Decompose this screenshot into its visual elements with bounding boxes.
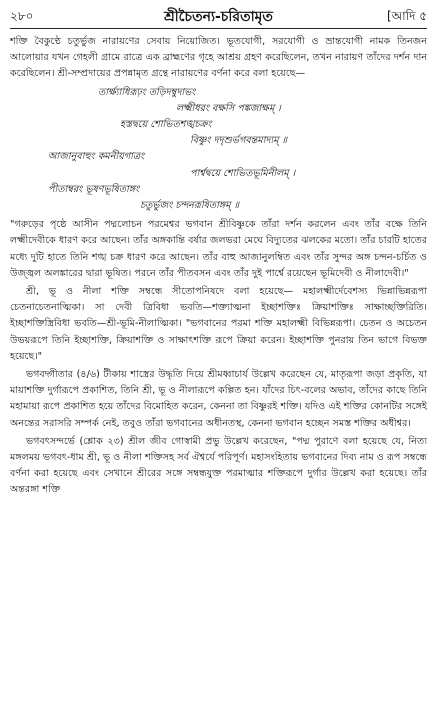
sanskrit-verse <box>10 85 427 215</box>
paragraph: ভগবদ্গীতার (৪/৬) টীকায় শাস্ত্রের উদ্ধৃতি দিয়ে শ্রীমধ্বাচার্য উল্লেখ করেছেন যে, মাতৃরূপা জড়া প্রকৃতি, যা মায়াশক্তি দুর্গারূপে প্রকাশিত, তিনি শ্রী, ভূ ও নীলারূপে কল্পিত হন। যাঁদের চিৎ-বলের অভাব, তাঁদের কাছে তিনি মহামায়া রূপে প্রকাশিত হয়ে তাঁদের বিমোহিত করেন, কেননা তা বিষ্ণুরই শক্তি। যদিও এই শক্তির কোনটির সঙ্গেই অনন্তের সরাসরি সম্পর্ক নেই, তবুও তাঁরা ভগবানের অধীনতস্থ, কেননা ভগবান হচ্ছেন সমস্ত শক্তির অধীশ্বর। <box>10 369 427 429</box>
verse-line: বিষ্ণুং দদৃশুর্ভগবন্তমাদ্যম্‌ ॥ <box>190 135 288 147</box>
verse-line: তার্ক্ষ্যাধিরূঢ়ং তড়িদম্বুদাভং <box>98 86 196 98</box>
paragraph: ভগবৎসন্দর্ভে (শ্লোক ২৩) শ্রীল জীব গোস্বামী প্রভু উল্লেখ করেছেন, "পদ্ম পুরাণে বলা হয়েছে যে, নিত্য মঙ্গলময় ভগবৎ-ধাম শ্রী, ভূ ও নীলা শক্তিসহ সর্ব ঐশ্বর্যে পরিপূর্ণ। মহাসংহিতায় ভগবানের দিব্য নাম ও রূপ সম্বন্ধে বর্ণনা করা হয়েছে এবং সেখানে শ্রীরের সঙ্গে সম্বন্ধযুক্ত পরমাত্মার শক্তিরূপে দুর্গার উল্লেখ করা হয়েছে। তাঁর অন্তরঙ্গা শক্তি <box>10 435 427 496</box>
page-body <box>10 34 427 501</box>
verse-line: পীতাম্বরং ভূষণভূষিতাঙ্গং <box>48 183 140 195</box>
section-label: [আদি ৫ <box>386 9 427 23</box>
verse-line: লক্ষ্মীধরং বক্ষসি পঙ্কজাক্ষম্‌ । <box>176 102 281 114</box>
paragraph: শ্রী, ভূ ও নীলা শক্তি সম্বন্ধে সীতোপনিষদে বলা হয়েছে— মহালক্ষ্মীর্দেবেশস্য ভিন্নাভিন্নরূপা চেতনাচেতনাত্মিকা। সা দেবী ত্রিবিধা ভবতি—শক্ত্যাত্মনা ইচ্ছাশক্তিঃ ক্রিয়াশক্তিঃ সাক্ষাচ্ছক্তিরিতি। ইচ্ছাশক্তিস্ত্রিবিধা ভবতি—শ্রী-ভূমি-নীলাত্মিকা। "ভগবানের পরমা শক্তি মহালক্ষ্মী বিভিন্নরূপা। চেতন ও অচেতন উভয়রূপে তিনি ইচ্ছাশক্তি, ক্রিয়াশক্তি ও সাক্ষাৎশক্তি রূপে ক্রিয়া করেন। ইচ্ছাশক্তি পুনরায় তিন ভাগে বিভক্ত হয়েছে।" <box>10 286 427 362</box>
page-header <box>10 5 427 27</box>
verse-line: হস্তদ্বয়ে শোভিতশঙ্খচক্রং <box>120 119 212 131</box>
verse-line: আজানুবাহুং কমনীয়গাত্রং <box>48 151 145 163</box>
verse-line: চতুর্ভুজং চন্দনরূষিতাঙ্গম্‌ ॥ <box>140 200 240 212</box>
translation: "গরুড়ের পৃষ্ঠে আসীন পদ্মলোচন পরমেশ্বর ভগবান শ্রীবিষ্ণুকে তাঁরা দর্শন করলেন এবং তাঁর বক্ষে তিনি লক্ষ্মীদেবীকে ধারণ করে আছেন। তাঁর অঙ্গকান্তি বর্ষার জলভরা মেঘে বিদ্যুতের ঝলকের মতো। তাঁর চারটি হাতের মধ্যে দুটি হাতে তিনি শঙ্খ চক্র ধারণ করে আছেন। তাঁর বাহু আজানুলম্বিত এবং তাঁর সুন্দর অঙ্গ চন্দন-চর্চিত ও উজ্জ্বল অলঙ্কারের দ্বারা ভূষিত। পরনে তাঁর পীতবসন এবং তাঁর দুই পার্শ্বে রয়েছেন ভূমিদেবী ও নীলাদেবী।" <box>10 219 427 279</box>
verse-line: পার্শ্বদ্বয়ে শোভিতভূমিনীলম্‌ । <box>190 167 296 179</box>
header-rule <box>10 28 427 29</box>
paragraph: শক্তি বৈকুণ্ঠে চতুর্ভুজ নারায়ণের সেবায় নিয়োজিত। ভূতযোগী, সরযোগী ও ভ্রান্তযোগী নামক তিনজন আলোয়ার যখন গেহলী গ্রামে রাত্রে এক ব্রাহ্মণের গৃহে আশ্রয় গ্রহণ করেছিলেন, তখন নারায়ণ তাঁদের দর্শন দান করেছিলেন। শ্রী-সম্প্রদায়ের প্রপন্নামৃত গ্রন্থে নারায়ণের বর্ণনা করে বলা হয়েছে— <box>10 36 427 80</box>
page-number: ২৮০ <box>10 9 34 23</box>
book-title: শ্রীচৈতন্য-চরিতামৃত <box>164 9 273 25</box>
